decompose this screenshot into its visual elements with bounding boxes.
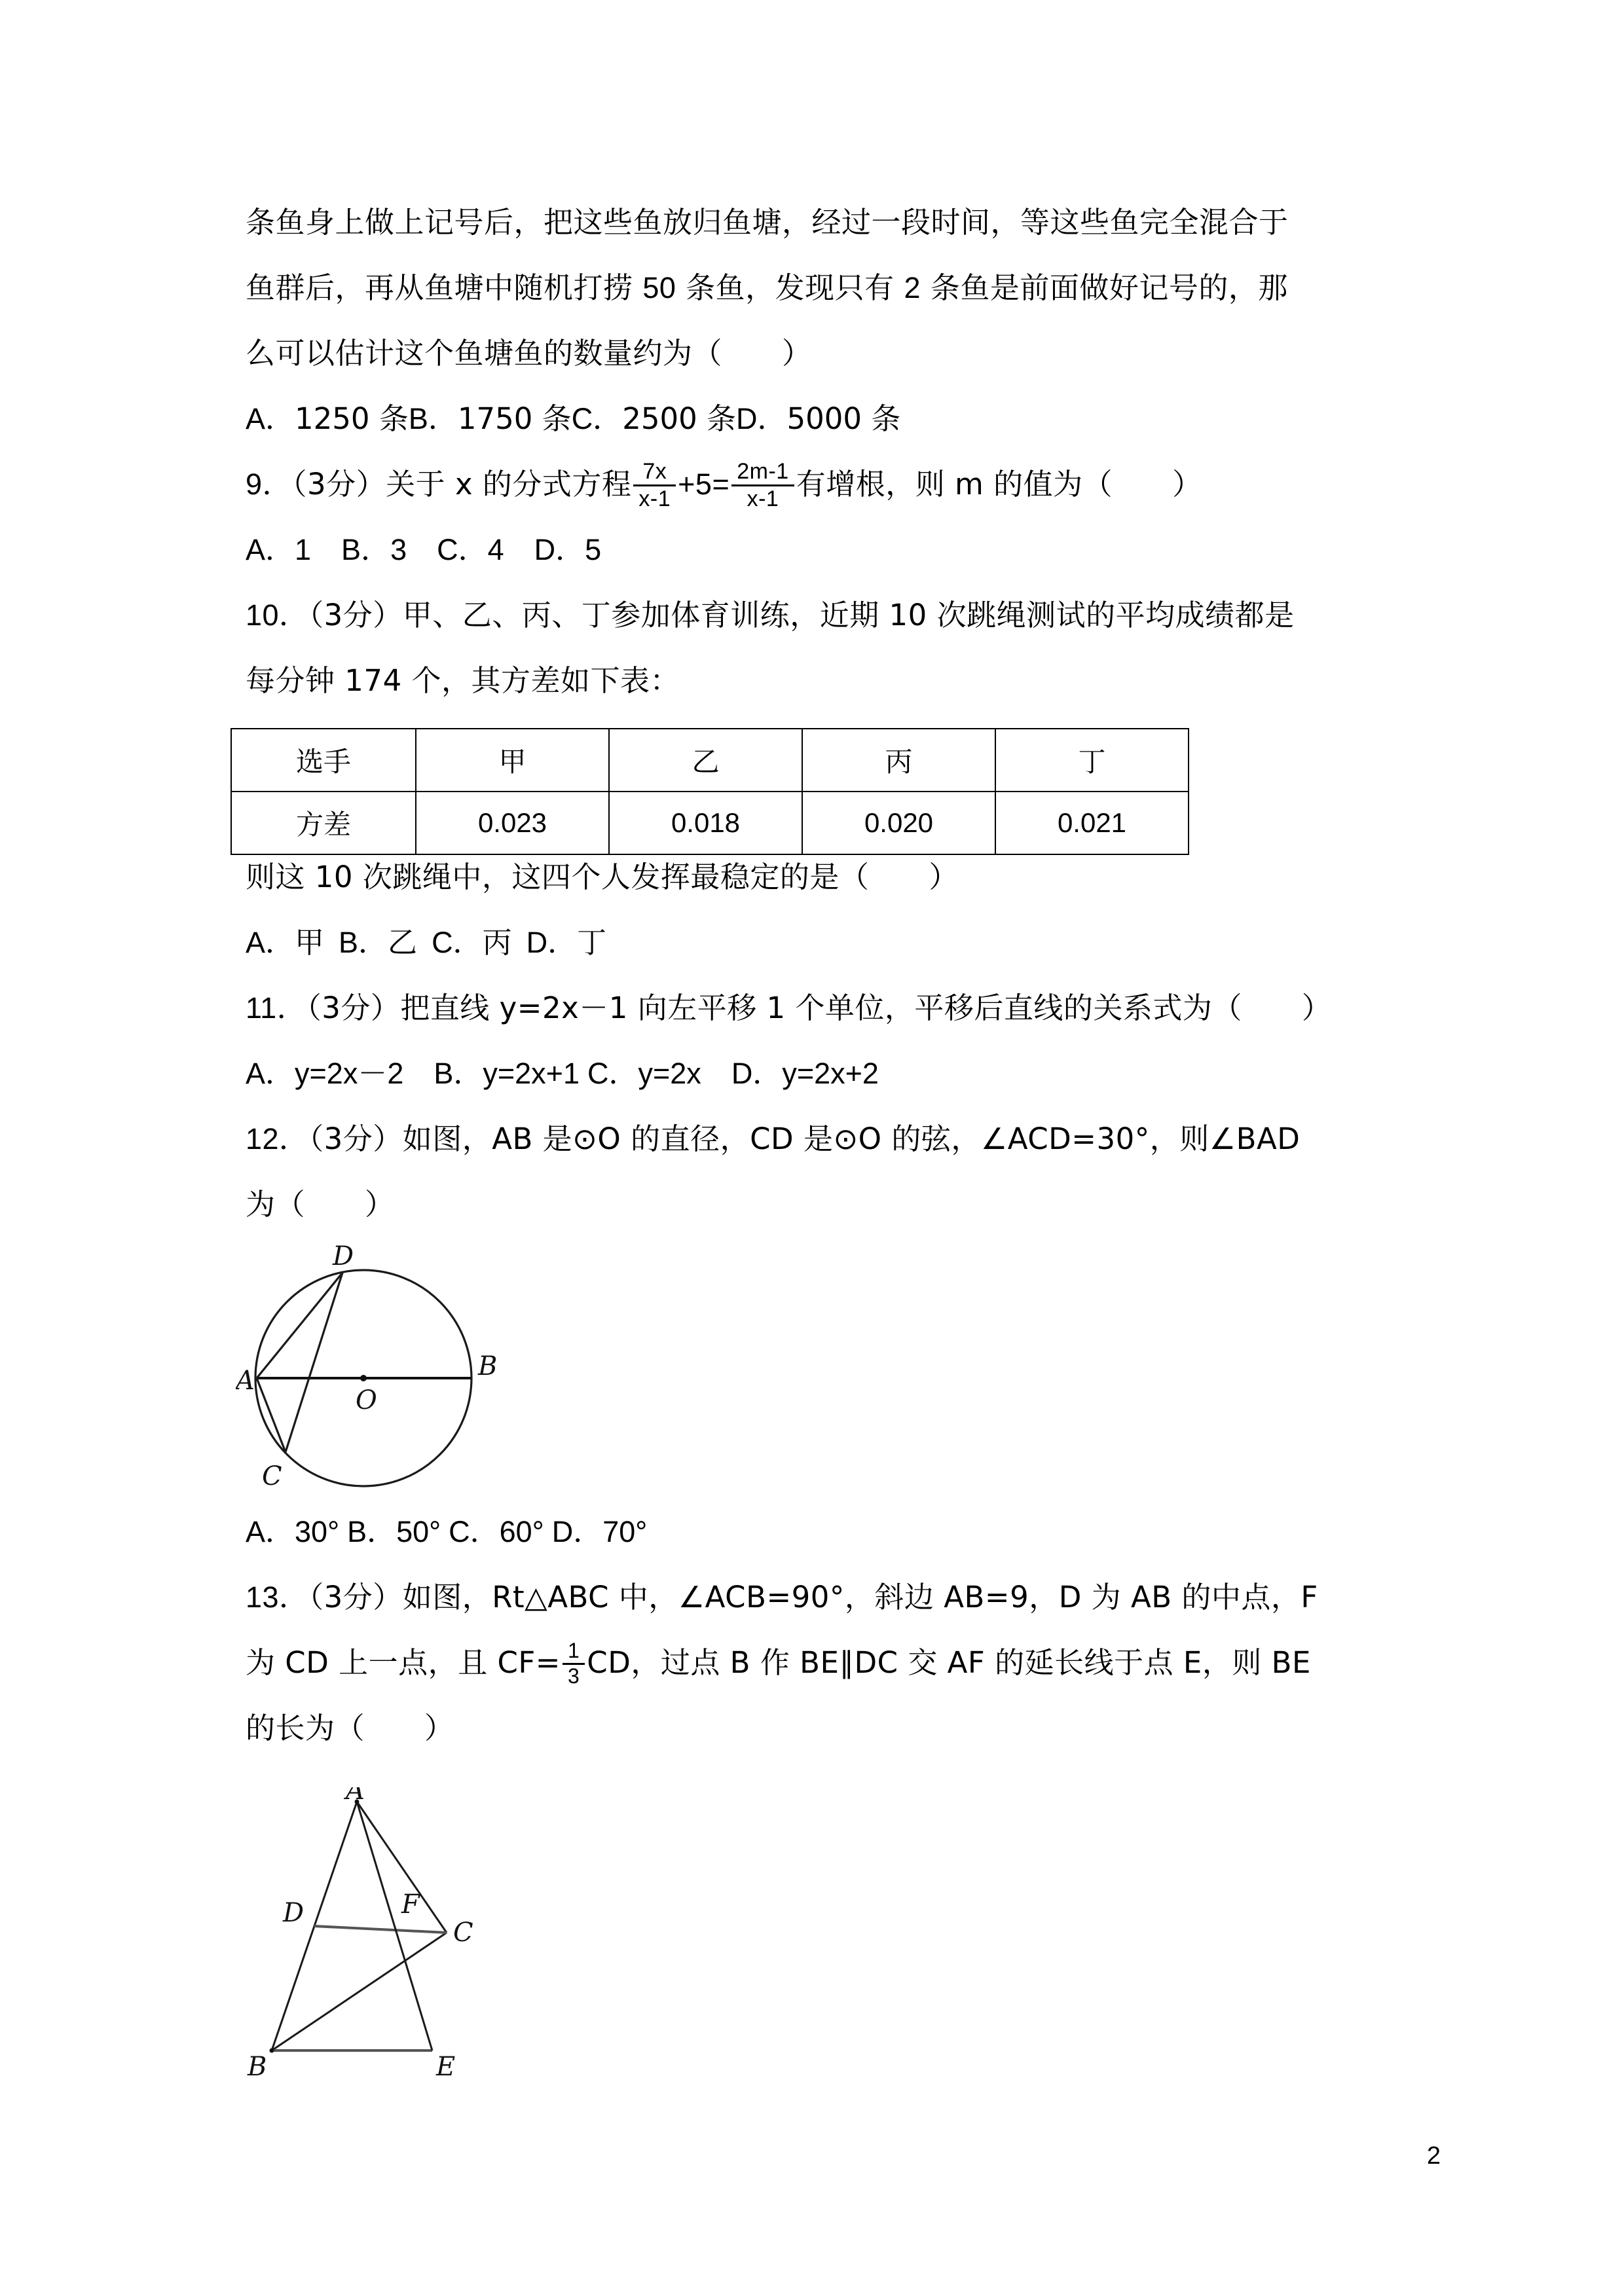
q9-options [246,517,1385,583]
circle-label-d: D [333,1244,354,1271]
q9-stem-a: 关于 x 的分式方程 [386,467,632,501]
q10-option-d-tag: D． [526,926,578,959]
table-header-bing: 丙 [802,729,995,792]
q9-fraction-left-numerator: 7x [633,459,676,486]
q12-option-c-tag: C． [449,1515,500,1548]
q9-option-d-tag: D． [534,533,585,566]
circle-label-o: O [356,1385,377,1415]
q12-option-b-tag: B． [347,1515,397,1548]
q9-equation-middle: +5= [678,467,730,501]
q8-body-line2-c: 条鱼是前面做好记号的，那 [921,270,1288,305]
table-row-header [231,729,1189,792]
q12-circle-figure [236,1244,537,1506]
circle-label-a: A [236,1366,255,1396]
vertex-point-b [270,2049,274,2053]
q8-body-line3: 么可以估计这个鱼塘鱼的数量约为（ ） [246,336,812,371]
q9-option-c-text: 4 [487,533,504,566]
q9-fraction-right-numerator: 2m-1 [731,459,794,486]
q12-option-b-text: 50° [396,1515,441,1548]
table-header-jia: 甲 [416,729,609,792]
q11-option-b-text: y=2x+1 [483,1057,580,1090]
q12-option-d-tag: D． [551,1515,603,1548]
table-cell-variance-yi: 0.018 [609,792,802,854]
q9-fraction-right [731,459,794,511]
circle-label-b: B [478,1351,498,1381]
q11-score: （3分） [306,991,401,1025]
q8-option-a-text: 1250 条 [295,401,409,436]
q13-fraction-denominator: 3 [568,1664,580,1688]
variance-table [231,728,1189,855]
q12-option-c-text: 60° [499,1515,544,1548]
q10-option-c-tag: C． [432,926,483,959]
q9-fraction-left [633,459,676,511]
q13-stem-line1 [246,1565,1385,1630]
q8-option-b-text: 1750 条 [457,401,572,436]
triangle-label-f: F [401,1889,420,1920]
q8-option-c-text: 2500 条 [622,401,737,436]
table-header-label: 选手 [231,729,416,792]
q12-option-a-text: 30° [295,1515,340,1548]
q8-option-a-tag: A． [246,402,295,435]
q10-stem-line2: 每分钟 174 个，其方差如下表： [246,663,680,698]
table-row-variance [231,792,1189,854]
q13-stem-line2-a: 为 CD 上一点，且 CF= [246,1645,561,1680]
triangle-label-e: E [436,2052,456,2082]
page-content [246,190,1385,1761]
triangle-label-c: C [453,1918,473,1948]
q12-number: 12． [246,1122,309,1156]
q11-option-d-tag: D． [731,1057,783,1090]
triangle-label-b: B [248,2052,267,2082]
q11-stem-text: 把直线 y=2x－1 向左平移 1 个单位，平移后直线的关系式为（ ） [400,991,1332,1025]
table-cell-variance-bing: 0.020 [802,792,995,854]
q13-triangle-figure [242,1787,517,2088]
q8-option-b-tag: B． [408,402,458,435]
q13-stem-line1-text: 如图，Rt△ABC 中，∠ACB=90°，斜边 AB=9，D 为 AB 的中点，F [402,1580,1318,1614]
q8-body-line2-a: 鱼群后，再从鱼塘中随机打捞 [246,270,643,305]
q10-after-table: 则这 10 次跳绳中，这四个人发挥最稳定的是（ ） [246,860,959,894]
table-cell-variance-jia: 0.023 [416,792,609,854]
q8-options [246,386,1385,452]
q8-option-c-tag: C． [571,402,623,435]
q9-fraction-left-denominator: x-1 [638,486,671,511]
segment-bc [272,1933,447,2050]
q11-option-a-tag: A． [246,1057,295,1090]
q12-stem-line1-text: 如图，AB 是⊙O 的直径，CD 是⊙O 的弦，∠ACD=30°，则∠BAD [402,1121,1301,1156]
q13-score: （3分） [308,1580,403,1614]
q11-option-a-text: y=2x－2 [295,1057,404,1090]
q9-stem-b: 有增根，则 m 的值为（ ） [796,467,1202,501]
q10-option-a-tag: A． [246,926,295,959]
q9-option-b-tag: B． [341,533,391,566]
q8-count-caught: 50 [642,271,676,304]
q13-stem-line3: 的长为（ ） [246,1711,454,1745]
q9-option-c-tag: C． [437,533,488,566]
q10-option-b-text: 乙 [388,925,418,960]
q10-number: 10． [246,598,309,632]
q11-option-c-tag: C． [587,1057,638,1090]
segment-ae [357,1802,432,2050]
q8-option-d-text: 5000 条 [786,401,901,436]
q8-body-line1: 条鱼身上做上记号后，把这些鱼放归鱼塘，经过一段时间，等这些鱼完全混合于 [246,205,1289,240]
q12-option-d-text: 70° [602,1515,648,1548]
center-point-o [360,1375,367,1381]
segment-dc-chord [286,1273,342,1452]
q10-option-b-tag: B． [339,926,388,959]
q12-options [246,1499,1385,1565]
q9-number: 9． [246,467,293,501]
q9-option-b-text: 3 [390,533,407,566]
q11-option-b-tag: B． [434,1057,483,1090]
segment-dc-median [314,1926,447,1933]
q9-option-a-tag: A． [246,533,295,566]
q9-stem [246,452,1385,517]
q12-stem-line1 [246,1106,1385,1172]
triangle-label-d: D [283,1898,304,1928]
page-number: 2 [1426,2142,1441,2170]
q13-stem-line2 [246,1630,1385,1696]
q9-score: （3分） [292,467,386,501]
q10-stem-line1 [246,583,1385,648]
q10-stem-line1-text: 甲、乙、丙、丁参加体育训练，近期 10 次跳绳测试的平均成绩都是 [402,598,1295,632]
triangle-label-a: A [346,1787,365,1806]
q8-body-line2-b: 条鱼，发现只有 [676,270,904,305]
q8-body-line2 [246,255,1385,321]
q10-option-a-text: 甲 [295,925,325,960]
q9-fraction-right-denominator: x-1 [747,486,779,511]
q12-score: （3分） [308,1121,403,1156]
q13-fraction-one-third [563,1639,585,1688]
q8-count-marked: 2 [904,271,921,304]
q10-score: （3分） [308,598,403,632]
q9-option-d-text: 5 [585,533,602,566]
q10-option-c-text: 丙 [482,925,512,960]
circle-label-c: C [262,1461,282,1491]
q12-option-a-tag: A． [246,1515,295,1548]
table-cell-variance-ding: 0.021 [995,792,1189,854]
q8-option-d-tag: D． [736,402,787,435]
q9-option-a-text: 1 [295,533,312,566]
q11-option-c-text: y=2x [638,1057,701,1090]
table-header-ding: 丁 [995,729,1189,792]
q11-stem [246,975,1385,1041]
table-row-label: 方差 [231,792,416,854]
q11-option-d-text: y=2x+2 [782,1057,879,1090]
table-header-yi: 乙 [609,729,802,792]
q13-number: 13． [246,1580,309,1614]
q13-stem-line2-b: CD，过点 B 作 BE∥DC 交 AF 的延长线于点 E，则 BE [587,1645,1311,1680]
q10-options [246,910,1385,975]
q12-stem-line2: 为（ ） [246,1187,395,1222]
q10-option-d-text: 丁 [577,925,607,960]
q11-number: 11． [246,991,307,1025]
q11-options [246,1041,1385,1106]
q13-fraction-numerator: 1 [563,1639,585,1665]
